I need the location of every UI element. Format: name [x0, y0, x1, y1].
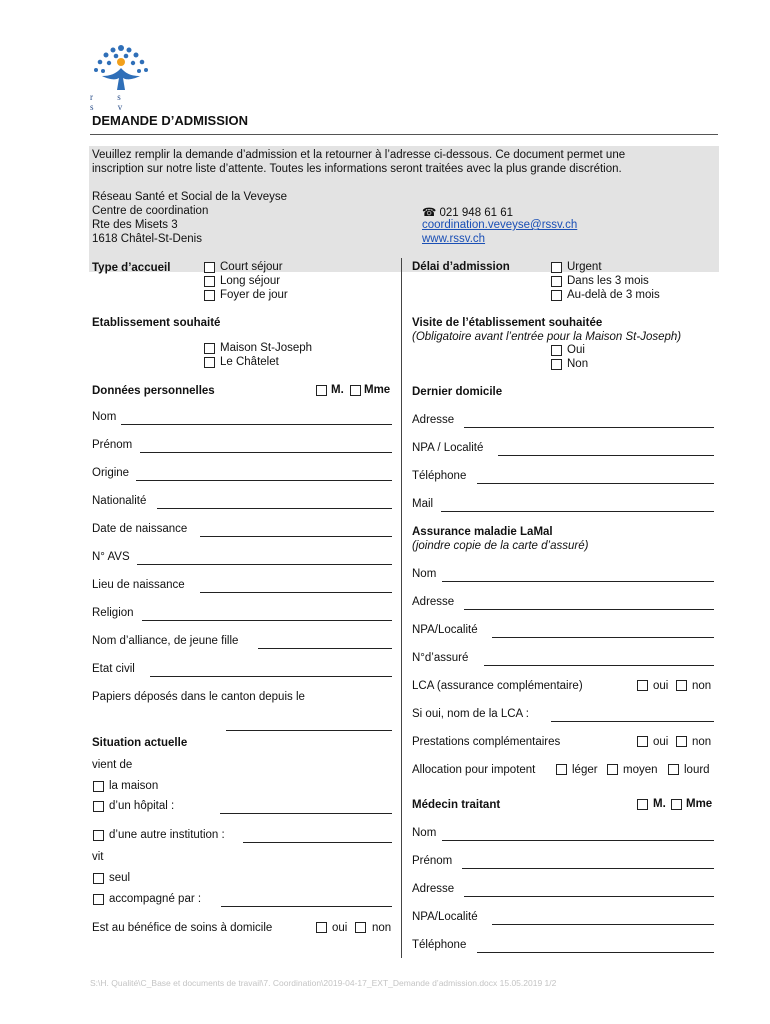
- hopital-label: d’un hôpital :: [109, 800, 175, 812]
- hopital-checkbox[interactable]: [93, 801, 104, 812]
- alloc-lourd-label: lourd: [684, 764, 710, 776]
- la-maison-label: la maison: [109, 780, 159, 792]
- org-dept: Centre de coordination: [92, 205, 209, 217]
- lca-nom-field[interactable]: [551, 721, 714, 722]
- origine-label: Origine: [92, 467, 130, 479]
- med-nom-label: Nom: [412, 827, 437, 839]
- lca-oui-checkbox[interactable]: [637, 680, 648, 691]
- ass-npa-label: NPA/Localité: [412, 624, 478, 636]
- medecin-label: Médecin traitant: [412, 799, 501, 811]
- long-sejour-checkbox[interactable]: [204, 276, 215, 287]
- le-chatelet-checkbox[interactable]: [204, 357, 215, 368]
- medecin-mme-label: Mme: [686, 798, 713, 810]
- avs-field[interactable]: [137, 564, 392, 565]
- org-street: Rte des Misets 3: [92, 219, 178, 231]
- au-dela-checkbox[interactable]: [551, 290, 562, 301]
- prest-oui-label: oui: [653, 736, 669, 748]
- dernier-domicile-label: Dernier domicile: [412, 386, 503, 398]
- perso-m-checkbox[interactable]: [316, 385, 327, 396]
- logo-text: r s s v: [90, 92, 134, 112]
- la-maison-checkbox[interactable]: [93, 781, 104, 792]
- autre-institution-label: d’une autre institution :: [109, 829, 225, 841]
- origine-field[interactable]: [136, 480, 392, 481]
- visite-label: Visite de l’établissement souhaitée: [412, 317, 603, 329]
- prenom-field[interactable]: [140, 452, 392, 453]
- donnees-personnelles-label: Données personnelles: [92, 385, 215, 397]
- foyer-jour-checkbox[interactable]: [204, 290, 215, 301]
- autre-institution-field[interactable]: [243, 842, 392, 843]
- vit-label: vit: [92, 851, 104, 863]
- etat-civil-label: Etat civil: [92, 663, 135, 675]
- le-chatelet-label: Le Châtelet: [220, 356, 279, 368]
- nom-alliance-field[interactable]: [258, 648, 392, 649]
- intro-line-1: Veuillez remplir la demande d’admission et la retourner à l’adresse ci-dessous. Ce document permet une: [92, 149, 626, 161]
- lieu-naissance-label: Lieu de naissance: [92, 579, 185, 591]
- medecin-m-label: M.: [653, 798, 666, 810]
- intro-line-2: inscription sur notre liste d’attente. Toutes les informations seront traitées avec la plus grande discrétion.: [92, 163, 622, 175]
- lca-oui-label: oui: [653, 680, 669, 692]
- visite-non-checkbox[interactable]: [551, 359, 562, 370]
- alloc-moyen-label: moyen: [623, 764, 658, 776]
- allocation-label: Allocation pour impotent: [412, 764, 536, 776]
- med-npa-label: NPA/Localité: [412, 911, 478, 923]
- alloc-leger-label: léger: [572, 764, 598, 776]
- nom-alliance-label: Nom d’alliance, de jeune fille: [92, 635, 239, 647]
- religion-label: Religion: [92, 607, 134, 619]
- soins-non-label: non: [372, 922, 392, 934]
- org-email-link[interactable]: coordination.veveyse@rssv.ch: [422, 219, 578, 231]
- ass-nom-field[interactable]: [442, 581, 714, 582]
- lieu-naissance-field[interactable]: [200, 592, 392, 593]
- papiers-field[interactable]: [226, 730, 392, 731]
- lca-label: LCA (assurance complémentaire): [412, 680, 583, 692]
- alloc-leger-checkbox[interactable]: [556, 764, 567, 775]
- visite-note: (Obligatoire avant l’entrée pour la Maison St-Joseph): [412, 331, 682, 343]
- ass-nom-label: Nom: [412, 568, 437, 580]
- soins-oui-label: oui: [332, 922, 348, 934]
- soins-oui-checkbox[interactable]: [316, 922, 327, 933]
- alloc-lourd-checkbox[interactable]: [668, 764, 679, 775]
- accompagne-field[interactable]: [221, 906, 392, 907]
- etat-civil-field[interactable]: [150, 676, 392, 677]
- dom-adresse-label: Adresse: [412, 414, 455, 426]
- foyer-jour-label: Foyer de jour: [220, 289, 288, 301]
- long-sejour-label: Long séjour: [220, 275, 281, 287]
- ass-numero-field[interactable]: [484, 665, 714, 666]
- assurance-label: Assurance maladie LaMal: [412, 526, 553, 538]
- dom-adresse-field[interactable]: [464, 427, 714, 428]
- med-prenom-field[interactable]: [462, 868, 714, 869]
- nationalite-field[interactable]: [157, 508, 392, 509]
- column-divider: [401, 258, 402, 958]
- perso-m-label: M.: [331, 384, 344, 396]
- dom-mail-label: Mail: [412, 498, 434, 510]
- med-npa-field[interactable]: [492, 924, 714, 925]
- prenom-label: Prénom: [92, 439, 133, 451]
- org-city: 1618 Châtel-St-Denis: [92, 233, 202, 245]
- maison-st-joseph-label: Maison St-Joseph: [220, 342, 313, 354]
- title-divider: [90, 134, 718, 135]
- medecin-m-checkbox[interactable]: [637, 799, 648, 810]
- avs-label: N° AVS: [92, 551, 130, 563]
- hopital-field[interactable]: [220, 813, 392, 814]
- dom-telephone-label: Téléphone: [412, 470, 467, 482]
- med-prenom-label: Prénom: [412, 855, 453, 867]
- lca-non-checkbox[interactable]: [676, 680, 687, 691]
- papiers-label: Papiers déposés dans le canton depuis le: [92, 691, 305, 703]
- accompagne-checkbox[interactable]: [93, 894, 104, 905]
- org-phone: ☎ 021 948 61 61: [422, 207, 514, 219]
- dom-npa-label: NPA / Localité: [412, 442, 484, 454]
- visite-oui-checkbox[interactable]: [551, 345, 562, 356]
- type-accueil-label: Type d’accueil: [92, 262, 171, 274]
- court-sejour-checkbox[interactable]: [204, 262, 215, 273]
- religion-field[interactable]: [142, 620, 392, 621]
- maison-st-joseph-checkbox[interactable]: [204, 343, 215, 354]
- medecin-mme-checkbox[interactable]: [671, 799, 682, 810]
- vient-de-label: vient de: [92, 759, 133, 771]
- prest-non-label: non: [692, 736, 712, 748]
- page-title: DEMANDE D’ADMISSION: [92, 113, 249, 128]
- dom-mail-field[interactable]: [441, 511, 714, 512]
- date-naissance-label: Date de naissance: [92, 523, 188, 535]
- prest-oui-checkbox[interactable]: [637, 736, 648, 747]
- med-adresse-field[interactable]: [464, 896, 714, 897]
- intro-box: [89, 146, 719, 272]
- seul-label: seul: [109, 872, 131, 884]
- med-adresse-label: Adresse: [412, 883, 455, 895]
- dom-npa-field[interactable]: [498, 455, 714, 456]
- au-dela-label: Au-delà de 3 mois: [567, 289, 660, 301]
- soins-domicile-label: Est au bénéfice de soins à domicile: [92, 922, 273, 934]
- etablissement-label: Etablissement souhaité: [92, 317, 221, 329]
- prest-non-checkbox[interactable]: [676, 736, 687, 747]
- trois-mois-checkbox[interactable]: [551, 276, 562, 287]
- nationalite-label: Nationalité: [92, 495, 147, 507]
- nom-field[interactable]: [121, 424, 392, 425]
- dom-telephone-field[interactable]: [477, 483, 714, 484]
- ass-adresse-field[interactable]: [464, 609, 714, 610]
- prestations-label: Prestations complémentaires: [412, 736, 561, 748]
- ass-adresse-label: Adresse: [412, 596, 455, 608]
- court-sejour-label: Court séjour: [220, 261, 283, 273]
- urgent-label: Urgent: [567, 261, 602, 273]
- delai-admission-label: Délai d’admission: [412, 261, 510, 273]
- soins-non-checkbox[interactable]: [355, 922, 366, 933]
- perso-mme-checkbox[interactable]: [350, 385, 361, 396]
- urgent-checkbox[interactable]: [551, 262, 562, 273]
- accompagne-label: accompagné par :: [109, 893, 202, 905]
- autre-institution-checkbox[interactable]: [93, 830, 104, 841]
- med-telephone-label: Téléphone: [412, 939, 467, 951]
- alloc-moyen-checkbox[interactable]: [607, 764, 618, 775]
- nom-label: Nom: [92, 411, 117, 423]
- date-naissance-field[interactable]: [200, 536, 392, 537]
- lca-non-label: non: [692, 680, 712, 692]
- ass-npa-field[interactable]: [492, 637, 714, 638]
- situation-actuelle-label: Situation actuelle: [92, 737, 188, 749]
- assurance-note: (joindre copie de la carte d’assuré): [412, 540, 589, 552]
- med-nom-field[interactable]: [442, 840, 714, 841]
- perso-mme-label: Mme: [364, 384, 391, 396]
- visite-non-label: Non: [567, 358, 589, 370]
- ass-numero-label: N°d’assuré: [412, 652, 469, 664]
- visite-oui-label: Oui: [567, 344, 585, 356]
- seul-checkbox[interactable]: [93, 873, 104, 884]
- org-web-link[interactable]: www.rssv.ch: [422, 233, 486, 245]
- lca-nom-label: Si oui, nom de la LCA :: [412, 708, 529, 720]
- footer-path: S:\H. Qualité\C_Base et documents de travail\7. Coordination\2019-04-17_EXT_Demande d’admission.docx 15.05.2019 1/2: [90, 978, 557, 988]
- org-name: Réseau Santé et Social de la Veveyse: [92, 191, 287, 203]
- trois-mois-label: Dans les 3 mois: [567, 275, 649, 287]
- med-telephone-field[interactable]: [477, 952, 714, 953]
